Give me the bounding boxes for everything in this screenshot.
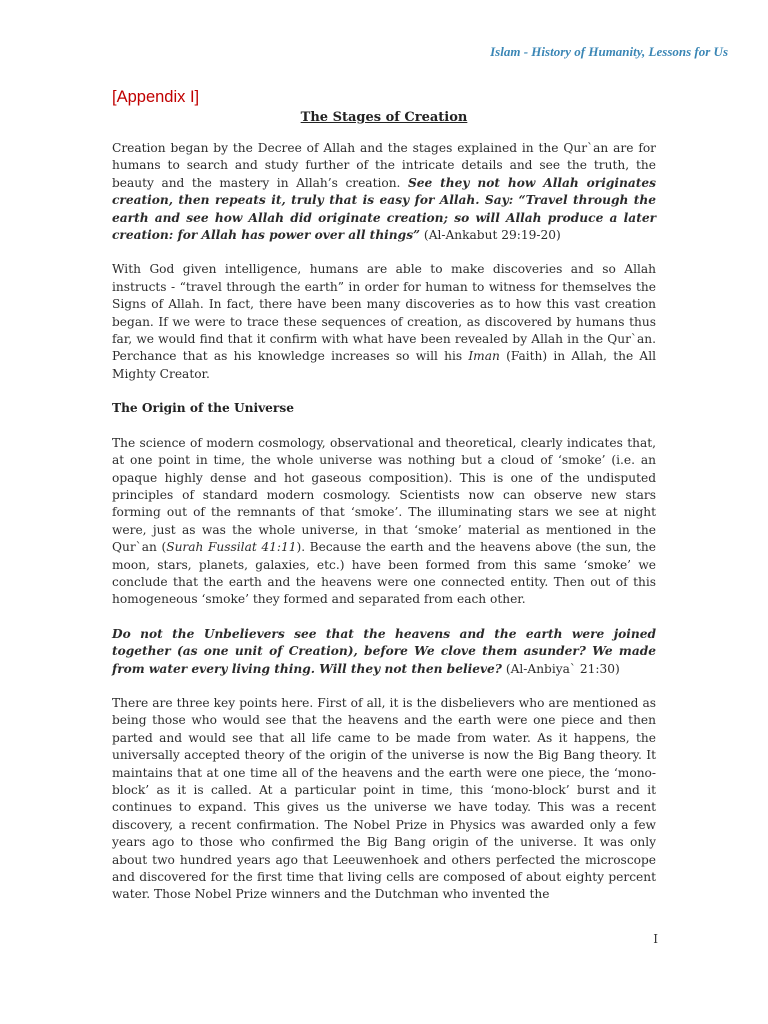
paragraph-intro-text: Creation began by the Decree of Allah and the stages explained in the Qur`an are for humans to search and study further of the intricate details and see the truth, the beauty and the mastery in Allah’s creation. — [112, 141, 656, 190]
paragraph-cosmology-text-a: The science of modern cosmology, observational and theoretical, clearly indicates that, at one point in time, the whole universe was nothing but a cloud of ‘smoke’ (i.e. an opaque highly dense and hot gaseous composition). This is one of the undisputed principles of standard modern cosmology. Scientists now can observe new stars forming out of the remnants of that ‘smoke’. The illuminating stars we see at night were, just as was the whole universe, in that ‘smoke’ material as mentioned in the Qur`an ( — [112, 435, 656, 555]
paragraph-key-points: There are three key points here. First of all, it is the disbelievers who are mentioned as being those who would see that the heavens and the earth were one piece and then parted and would see that all life came to be made from water. As it happens, the universally accepted theory of the origin of the universe is now the Big Bang theory. It maintains that at one time all of the heavens and the earth were one piece, the ‘mono-block’ as it is called. At a particular point in time, this ‘mono-block’ burst and it continues to expand. This gives us the universe we have today. This was a recent discovery, a recent confirmation. The Nobel Prize in Physics was awarded only a few years ago to those who confirmed the Big Bang origin of the universe. It was only about two hundred years ago that Leeuwenhoek and others perfected the microscope and discovered for the first time that living cells are composed of about eighty percent water. Those Nobel Prize winners and the Dutchman who invented the — [112, 695, 656, 902]
paragraph-intelligence-text-a: With God given intelligence, humans are able to make discoveries and so Allah instructs - “travel through the earth” in order for human to witness for themselves the Signs of Allah. In fact, there have been many discoveries as to how this vast creation began. If we were to trace these sequences of creation, as discovered by humans thus far, we would find that it confirm with what have been revealed by Allah in the Qur`an. Perchance that as his knowledge increases so will his — [112, 262, 656, 364]
document-title: The Stages of Creation — [300, 110, 468, 125]
quran-quote-anbiya: Do not the Unbelievers see that the heavens and the earth were joined together (as one unit of Creation), before We clove them asunder? We made from water every living thing. Will they not then believe? — [112, 626, 656, 676]
page-number: I — [653, 932, 658, 946]
surah-reference: Surah Fussilat 41:11 — [166, 540, 297, 555]
paragraph-cosmology-text-b: ). Because the earth and the heavens above (the sun, the moon, stars, planets, galaxies, etc.) have been formed from this same ‘smoke’ we conclude that the earth and the heavens were one connected entity. Then out of this homogeneous ‘smoke’ they formed and separated from each other. — [112, 540, 656, 607]
paragraph-anbiya-quote — [112, 626, 656, 678]
quote-reference-anbiya: (Al-Anbiya` 21:30) — [501, 661, 620, 676]
paragraph-intro — [112, 140, 656, 244]
appendix-label: [Appendix I] — [112, 88, 200, 106]
quran-quote-ankabut: See they not how Allah originates creation, then repeats it, truly that is easy for Allah. Say: “Travel through the earth and see how Allah did originate creation; so will Allah produce a later creation: for Allah has power over all things” — [112, 175, 656, 243]
section-heading-origin: The Origin of the Universe — [112, 401, 294, 416]
paragraph-intelligence — [112, 261, 656, 383]
running-header: Islam - History of Humanity, Lessons for Us — [490, 44, 728, 59]
quote-reference-ankabut: (Al-Ankabut 29:19-20) — [420, 228, 561, 243]
iman-term: Iman — [468, 349, 500, 364]
paragraph-intelligence-text-b: (Faith) in Allah, the All Mighty Creator. — [112, 349, 656, 381]
body-text — [112, 140, 656, 904]
paragraph-cosmology — [112, 435, 656, 609]
